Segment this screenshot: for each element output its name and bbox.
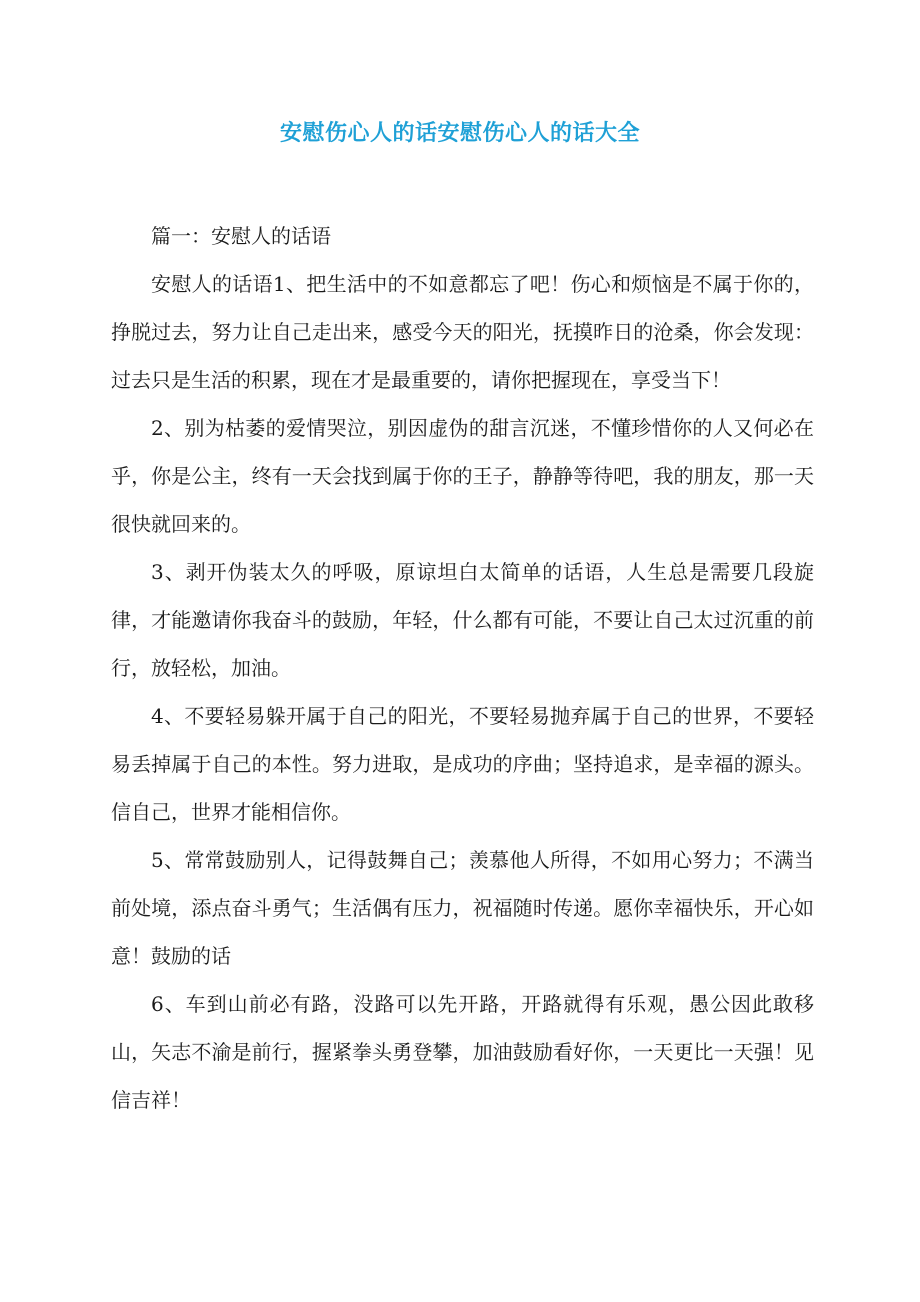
section-heading: 篇一：安慰人的话语 — [151, 224, 331, 248]
document-title: 安慰伤心人的话安慰伤心人的话大全 — [279, 121, 640, 146]
paragraph-5: 5、常常鼓励别人，记得鼓舞自己；羡慕他人所得，不如用心努力；不满当前处境，添点奋斗勇气；生活偶有压力，祝福随时传递。愿你幸福快乐，开心如意！鼓励的话 — [111, 848, 814, 968]
document-body — [111, 212, 814, 1124]
paragraph-3: 3、剥开伪装太久的呼吸，原谅坦白太简单的话语，人生总是需要几段旋律，才能邀请你我奋斗的鼓励，年轻，什么都有可能，不要让自己太过沉重的前行，放轻松，加油。 — [111, 560, 814, 680]
paragraph-4: 4、不要轻易躲开属于自己的阳光，不要轻易抛弃属于自己的世界，不要轻易丢掉属于自己的本性。努力进取，是成功的序曲；坚持追求，是幸福的源头。信自己，世界才能相信你。 — [111, 704, 814, 824]
paragraph-6: 6、车到山前必有路，没路可以先开路，开路就得有乐观，愚公因此敢移山，矢志不渝是前行，握紧拳头勇登攀，加油鼓励看好你，一天更比一天强！见信吉祥！ — [111, 992, 814, 1112]
paragraph-1: 安慰人的话语1、把生活中的不如意都忘了吧！伤心和烦恼是不属于你的，挣脱过去，努力让自己走出来，感受今天的阳光，抚摸昨日的沧桑，你会发现：过去只是生活的积累，现在才是最重要的，请你把握现在，享受当下！ — [111, 272, 814, 392]
paragraph-2: 2、别为枯萎的爱情哭泣，别因虚伪的甜言沉迷，不懂珍惜你的人又何必在乎，你是公主，终有一天会找到属于你的王子，静静等待吧，我的朋友，那一天很快就回来的。 — [111, 416, 814, 536]
